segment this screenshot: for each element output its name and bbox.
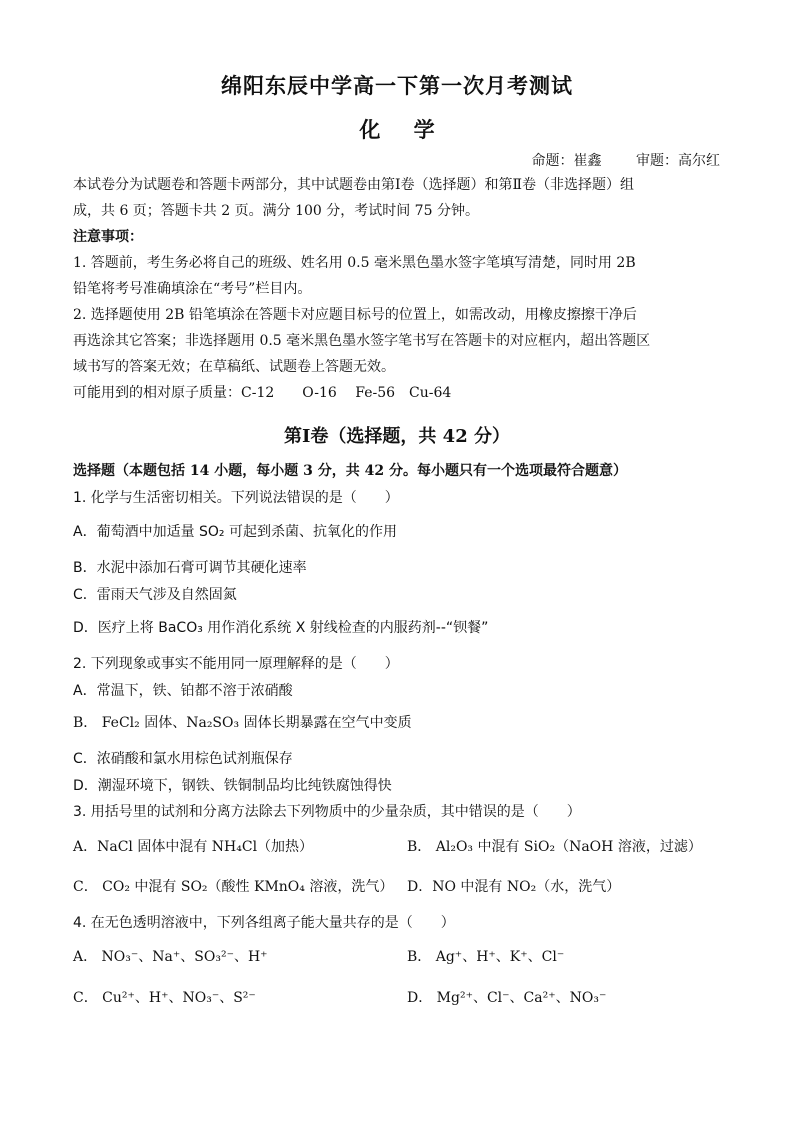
intro-line: 本试卷分为试题卷和答题卡两部分，其中试题卷由第Ⅰ卷（选择题）和第Ⅱ卷（非选择题）组: [73, 177, 635, 193]
setter-text: 命题：崔鑫: [531, 153, 602, 169]
atomic-masses: 可能用到的相对原子质量：C-12 O-16 Fe-56 Cu-64: [73, 385, 452, 401]
note-line: 再选涂其它答案；非选择题用 0.5 毫米黑色墨水签字笔书写在答题卡的对应框内，超出答题区: [73, 333, 651, 349]
question-1-option-d: D．医疗上将 BaCO₃ 用作消化系统 X 射线检查的内服药剂--“钡餐”: [73, 620, 489, 636]
note-line: 2. 选择题使用 2B 铅笔填涂在答题卡对应题目标号的位置上，如需改动，用橡皮擦擦干净后: [73, 307, 637, 323]
question-4-option-a: A． NO₃⁻、Na⁺、SO₃²⁻、H⁺: [73, 949, 268, 965]
subject-title: 化 学: [359, 117, 435, 142]
question-2-option-a: A．常温下，铁、铂都不溶于浓硝酸: [73, 683, 293, 699]
section-instructions: 选择题（本题包括 14 小题，每小题 3 分，共 42 分。每小题只有一个选项最符合题意）: [73, 463, 627, 479]
authors-line: [502, 150, 720, 170]
question-2-option-c: C．浓硝酸和氯水用棕色试剂瓶保存: [73, 751, 293, 767]
intro-line: 成，共 6 页；答题卡共 2 页。满分 100 分，考试时间 75 分钟。: [73, 203, 479, 219]
question-2-option-b: B． FeCl₂ 固体、Na₂SO₃ 固体长期暴露在空气中变质: [73, 715, 412, 731]
question-3-stem: 3. 用括号里的试剂和分离方法除去下列物质中的少量杂质，其中错误的是（ ）: [73, 804, 581, 820]
note-line: 1. 答题前，考生务必将自己的班级、姓名用 0.5 毫米黑色墨水签字笔填写清楚，同时用 2B: [73, 255, 636, 271]
question-4-option-c: C． Cu²⁺、H⁺、NO₃⁻、S²⁻: [73, 990, 256, 1006]
question-3-option-c: C． CO₂ 中混有 SO₂（酸性 KMnO₄ 溶液，洗气）: [73, 879, 394, 895]
intro-paragraph: [73, 172, 723, 406]
page-title: 绵阳东辰中学高一下第一次月考测试: [221, 73, 573, 98]
notes-title: 注意事项：: [73, 229, 143, 245]
question-4-option-b: B． Ag⁺、H⁺、K⁺、Cl⁻: [407, 949, 565, 965]
reviewer-text: 审题：高尔红: [636, 153, 720, 169]
question-2-stem: 2. 下列现象或事实不能用同一原理解释的是（ ）: [73, 656, 399, 672]
question-4-stem: 4. 在无色透明溶液中，下列各组离子能大量共存的是（ ）: [73, 915, 455, 931]
question-1-option-a: A．葡萄酒中加适量 SO₂ 可起到杀菌、抗氧化的作用: [73, 524, 397, 540]
section-heading: 第Ⅰ卷（选择题，共 42 分）: [283, 426, 510, 447]
question-2-option-d: D．潮湿环境下，钢铁、铁铜制品均比纯铁腐蚀得快: [73, 778, 392, 794]
question-1-option-c: C．雷雨天气涉及自然固氮: [73, 587, 237, 603]
question-3-option-a: A．NaCl 固体中混有 NH₄Cl（加热）: [73, 839, 314, 855]
note-line: 铅笔将考号准确填涂在“考号”栏目内。: [73, 281, 312, 297]
question-1-option-b: B．水泥中添加石膏可调节其硬化速率: [73, 560, 307, 576]
question-1-stem: 1. 化学与生活密切相关。下列说法错误的是（ ）: [73, 490, 399, 506]
question-3-option-b: B． Al₂O₃ 中混有 SiO₂（NaOH 溶液，过滤）: [407, 839, 702, 855]
note-line: 域书写的答案无效；在草稿纸、试题卷上答题无效。: [73, 359, 395, 375]
question-4-option-d: D． Mg²⁺、Cl⁻、Ca²⁺、NO₃⁻: [407, 990, 607, 1006]
question-3-option-d: D．NO 中混有 NO₂（水，洗气）: [407, 879, 621, 895]
